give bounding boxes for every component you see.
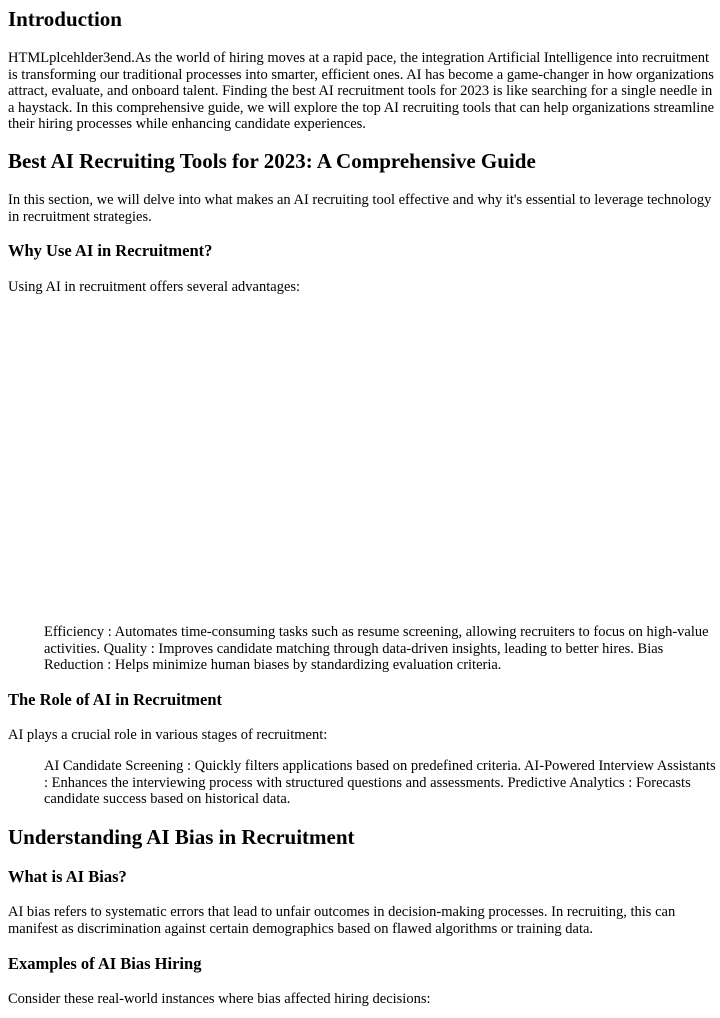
heading-ai-bias: Understanding AI Bias in Recruitment bbox=[8, 825, 355, 849]
heading-best-ai-recruiting-tools: Best AI Recruiting Tools for 2023: A Comprehensive Guide bbox=[8, 149, 536, 173]
heading-examples-ai-bias: Examples of AI Bias Hiring bbox=[8, 954, 202, 973]
heading-what-is-ai-bias: What is AI Bias? bbox=[8, 867, 127, 886]
heading-introduction: Introduction bbox=[8, 7, 122, 31]
paragraph-role-of-ai: AI plays a crucial role in various stages of recruitment: bbox=[8, 727, 328, 743]
paragraph-what-is-ai-bias: AI bias refers to systematic errors that lead to unfair outcomes in decision-making processes. In recruiting, this can manifest as discrimination against certain demographics based on flawed algorithms or training data. bbox=[8, 904, 676, 937]
heading-role-of-ai: The Role of AI in Recruitment bbox=[8, 690, 223, 709]
list-advantages: Efficiency : Automates time-consuming tasks such as resume screening, allowing recruiters to focus on high-value activities. Quality : Improves candidate matching through data-driven insights, leading to better hires. Bias Reduction : Helps minimize human biases by standardizing evaluation criteria. bbox=[44, 624, 709, 673]
paragraph-why-use-ai: Using AI in recruitment offers several advantages: bbox=[8, 279, 301, 295]
blank-space bbox=[0, 300, 720, 618]
paragraph-best-tools-intro: In this section, we will delve into what makes an AI recruiting tool effective and why it's essential to leverage technology in recruitment strategies. bbox=[8, 192, 712, 225]
paragraph-examples-ai-bias: Consider these real-world instances where bias affected hiring decisions: bbox=[8, 991, 431, 1007]
paragraph-introduction: HTMLplcehlder3end.As the world of hiring moves at a rapid pace, the integration Artificial Intelligence into recruitment is transforming our traditional processes into smarter, efficient ones. AI has become a game-changer in how organizations attract, evaluate, and onboard talent. Finding the best AI recruitment tools for 2023 is like searching for a single needle in a haystack. In this comprehensive guide, we will explore the top AI recruiting tools that can help organizations streamline their hiring processes while enhancing candidate experiences. bbox=[8, 50, 715, 132]
heading-why-use-ai: Why Use AI in Recruitment? bbox=[8, 241, 213, 260]
list-recruitment-stages: AI Candidate Screening : Quickly filters applications based on predefined criteria. AI-Powered Interview Assistants : Enhances the interviewing process with structured questions and assessments. Predictive Analytics : Forecasts candidate success based on historical data. bbox=[44, 758, 716, 807]
